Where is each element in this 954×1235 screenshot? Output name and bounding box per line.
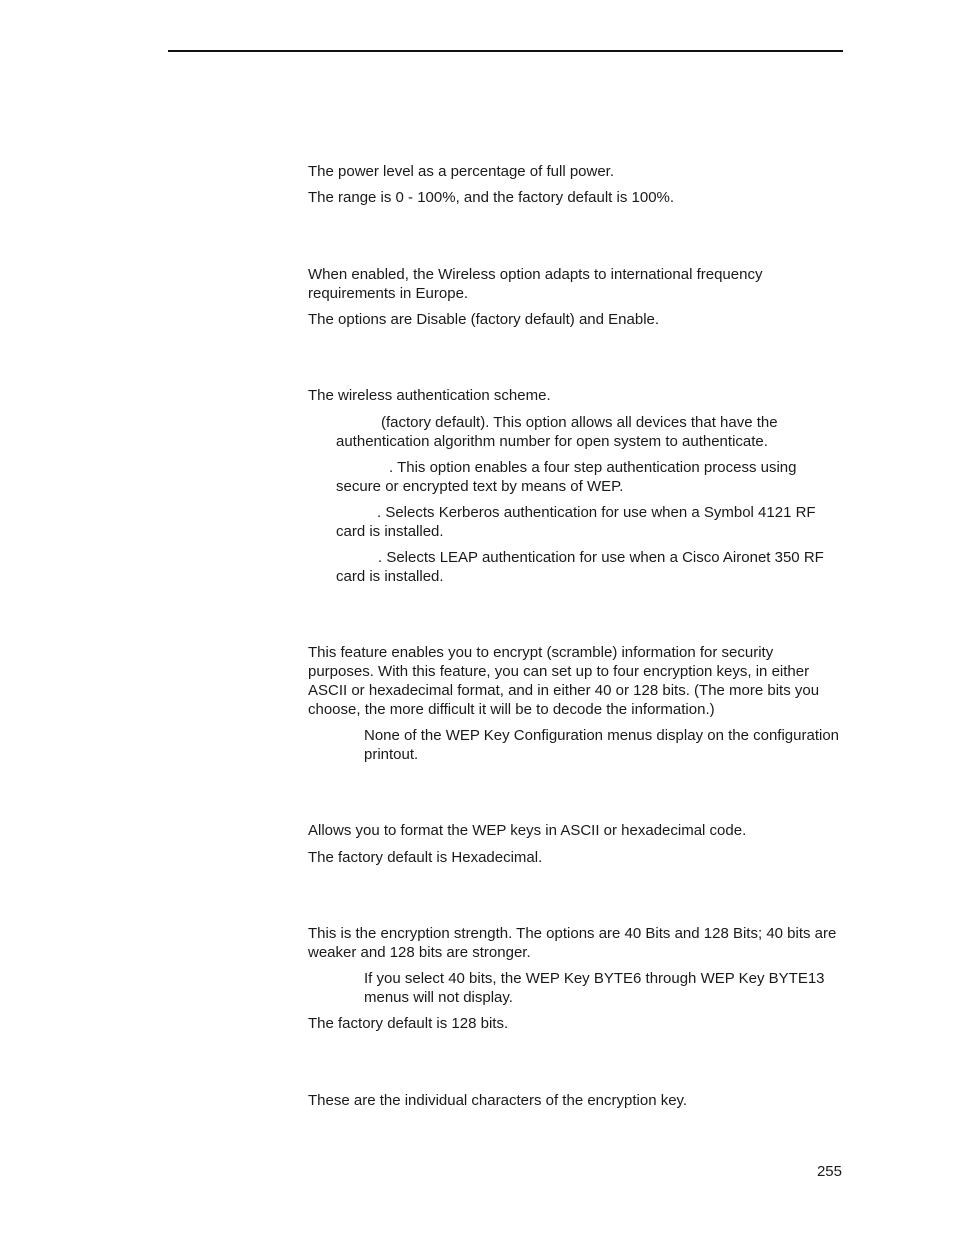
key-bytes-description: These are the individual characters of the encryption key. <box>308 1092 688 1109</box>
europe-options: The options are Disable (factory default) and Enable. <box>308 311 660 328</box>
header-rule <box>168 50 843 52</box>
power-level-description: The power level as a percentage of full power. <box>308 163 615 180</box>
auth-shared-key-item: . This option enables a four step authentication process using secure or encrypted text by means of WEP. <box>336 459 797 495</box>
wep-note: None of the WEP Key Configuration menus display on the configuration printout. <box>364 727 840 763</box>
auth-leap-item: . Selects LEAP authentication for use when a Cisco Aironet 350 RF card is installed. <box>336 549 824 585</box>
key-size-note: If you select 40 bits, the WEP Key BYTE6 through WEP Key BYTE13 menus will not display. <box>364 970 825 1006</box>
authentication-description: The wireless authentication scheme. <box>308 387 551 404</box>
key-size-description: This is the encryption strength. The options are 40 Bits and 128 Bits; 40 bits are weaker and 128 bits are stronger. <box>308 925 837 961</box>
key-format-description: Allows you to format the WEP keys in ASCII or hexadecimal code. <box>308 822 747 839</box>
auth-kerberos-item: . Selects Kerberos authentication for use when a Symbol 4121 RF card is installed. <box>336 504 816 540</box>
page-number: 255 <box>816 1163 842 1180</box>
key-format-default: The factory default is Hexadecimal. <box>308 849 543 866</box>
power-level-range: The range is 0 - 100%, and the factory default is 100%. <box>308 189 675 206</box>
key-size-default: The factory default is 128 bits. <box>308 1015 509 1032</box>
wep-description: This feature enables you to encrypt (scramble) information for security purposes. With this feature, you can set up to four encryption keys, in either ASCII or hexadecimal format, and in either 40 or 128 bits. (The more bits you choose, the more difficult it will be to decode the information.) <box>308 644 820 718</box>
europe-description: When enabled, the Wireless option adapts to international frequency requirements in Europe. <box>308 266 763 302</box>
auth-open-system-item: (factory default). This option allows all devices that have the authentication algorithm number for open system to authenticate. <box>336 414 778 450</box>
